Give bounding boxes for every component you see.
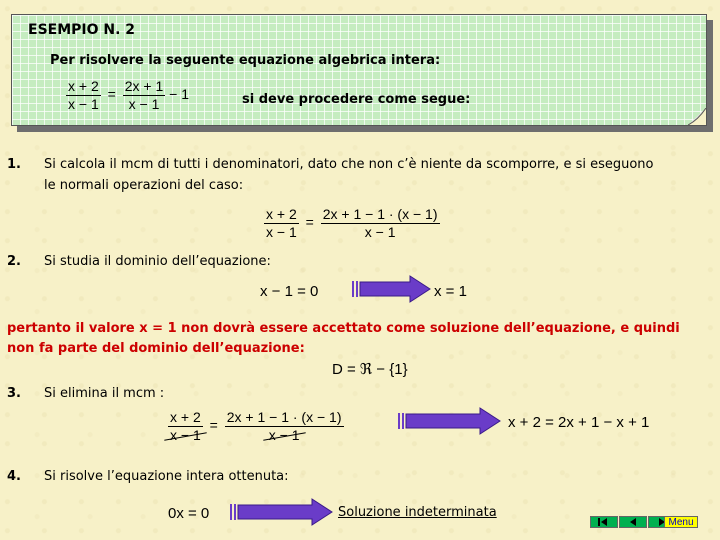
procedure-text: si deve procedere come segue: bbox=[242, 92, 471, 107]
rhs-denominator-cancelled: x − 1 bbox=[268, 427, 300, 443]
previous-slide-button[interactable] bbox=[619, 516, 647, 528]
step-4-equation: 0x = 0 bbox=[168, 505, 210, 522]
step-1-equation bbox=[264, 206, 440, 241]
right-arrow-icon bbox=[230, 498, 334, 526]
domain-expression: D = ℜ − {1} bbox=[332, 361, 408, 378]
step-2-number: 2. bbox=[7, 254, 21, 269]
step-3-equation bbox=[168, 409, 344, 444]
domain-condition: x − 1 = 0 bbox=[260, 283, 319, 300]
solution-link[interactable]: Soluzione indeterminata bbox=[338, 505, 497, 520]
rhs-numerator: 2x + 1 − 1 · (x − 1) bbox=[322, 206, 438, 222]
note-line-2: non fa parte del dominio dell’equazione: bbox=[7, 341, 305, 356]
example-title: ESEMPIO N. 2 bbox=[28, 22, 136, 38]
page-fold-icon bbox=[688, 108, 706, 125]
first-slide-button[interactable] bbox=[590, 516, 618, 528]
step-2-text: Si studia il dominio dell’equazione: bbox=[44, 254, 271, 269]
lhs-denominator: x − 1 bbox=[68, 96, 99, 112]
previous-icon bbox=[628, 518, 638, 526]
lhs-numerator: x + 2 bbox=[170, 409, 201, 425]
menu-button[interactable]: Menu bbox=[664, 516, 698, 528]
rhs-denominator: x − 1 bbox=[364, 224, 396, 240]
step-1-number: 1. bbox=[7, 157, 21, 172]
step-3-number: 3. bbox=[7, 386, 21, 401]
step-4-number: 4. bbox=[7, 469, 21, 484]
step-3-text: Si elimina il mcm : bbox=[44, 386, 165, 401]
lhs-denominator: x − 1 bbox=[266, 224, 297, 240]
note-line-1: pertanto il valore x = 1 non dovrà essere accettato come soluzione dell’equazione, e quindi bbox=[7, 321, 680, 336]
equals-sign: = bbox=[107, 86, 116, 103]
domain-result: x = 1 bbox=[434, 283, 467, 300]
first-icon bbox=[597, 518, 611, 526]
header-equation bbox=[66, 78, 189, 113]
right-arrow-icon bbox=[398, 407, 502, 435]
lhs-numerator: x + 2 bbox=[68, 78, 99, 94]
right-arrow-icon bbox=[352, 275, 432, 303]
minus-one: − 1 bbox=[169, 86, 189, 103]
step-3-result: x + 2 = 2x + 1 − x + 1 bbox=[508, 414, 650, 431]
rhs-numerator: 2x + 1 − 1 · (x − 1) bbox=[226, 409, 342, 425]
lhs-numerator: x + 2 bbox=[266, 206, 297, 222]
equals-sign: = bbox=[209, 417, 218, 434]
step-4-text: Si risolve l’equazione intera ottenuta: bbox=[44, 469, 289, 484]
rhs-denominator: x − 1 bbox=[128, 96, 160, 112]
rhs-numerator: 2x + 1 bbox=[124, 78, 164, 94]
intro-text: Per risolvere la seguente equazione algebrica intera: bbox=[50, 53, 441, 68]
lhs-denominator-cancelled: x − 1 bbox=[170, 427, 201, 443]
step-1-text-line2: le normali operazioni del caso: bbox=[44, 178, 244, 193]
equals-sign: = bbox=[305, 214, 314, 231]
step-1-text-line1: Si calcola il mcm di tutti i denominatori, dato che non c’è niente da scomporre, e si eseguono bbox=[44, 157, 654, 172]
